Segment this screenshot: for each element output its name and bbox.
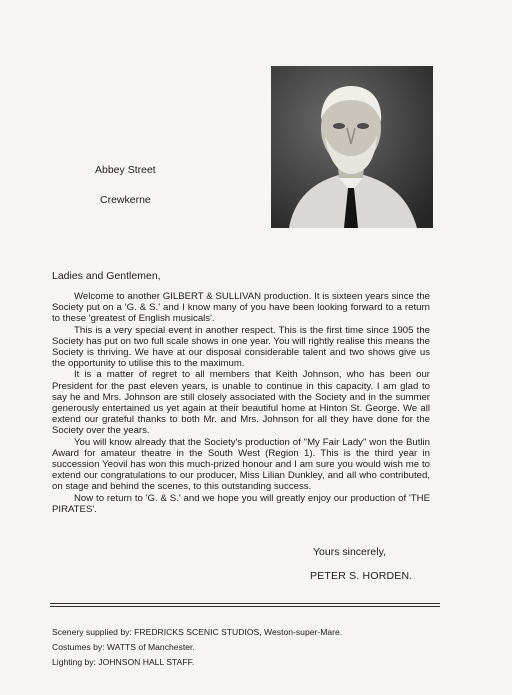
address-line-town: Crewkerne bbox=[100, 194, 151, 206]
address-line-street: Abbey Street bbox=[95, 164, 156, 176]
credit-scenery: Scenery supplied by: FREDRICKS SCENIC STUDIOS, Weston-super-Mare. bbox=[52, 627, 343, 637]
credit-lighting: Lighting by: JOHNSON HALL STAFF. bbox=[52, 657, 195, 667]
letter-signatory: PETER S. HORDEN. bbox=[310, 570, 413, 582]
letter-salutation: Ladies and Gentlemen, bbox=[52, 270, 161, 282]
letter-closing: Yours sincerely, bbox=[313, 546, 386, 558]
letter-paragraph: Welcome to another GILBERT & SULLIVAN production. It is sixteen years since the Society put on a 'G. & S.' and I know many of you have been looking forward to a return to these 'greatest of English musicals'. bbox=[52, 291, 430, 325]
portrait-photo bbox=[271, 66, 433, 228]
credit-costumes: Costumes by: WATTS of Manchester. bbox=[52, 642, 195, 652]
letter-body bbox=[52, 291, 430, 515]
letter-paragraph: Now to return to 'G. & S.' and we hope you will greatly enjoy our production of 'THE PIRATES'. bbox=[52, 492, 430, 515]
letter-paragraph: This is a very special event in another respect. This is the first time since 1905 the Society has put on two full scale shows in one year. You will rightly realise this means the Society is thriving. We have at our disposal considerable talent and two shows give us the opportunity to utilise this to the maximum. bbox=[52, 324, 430, 370]
letter-paragraph: It is a matter of regret to all members that Keith Johnson, who has been our President for the past eleven years, is unable to continue in this capacity. I am glad to say he and Mrs. Johnson are still closely associated with the Society and in the summer generously entertained us yet again at their beautiful home at Hinton St. George. We all extend our grateful thanks to both Mr. and Mrs. Johnson for all they have done for the Society over the years. bbox=[52, 369, 430, 437]
letter-paragraph: You will know already that the Society's production of "My Fair Lady" won the Butlin Award for amateur theatre in the South West (Region 1). This is the third year in succession Yeovil has won this much-prized honour and I am sure you would wish me to extend our congratulations to our producer, Miss Lilian Dunkley, and all who contributed, on stage and behind the scenes, to this outstanding success. bbox=[52, 436, 430, 493]
divider-rule bbox=[50, 603, 440, 604]
divider-rule bbox=[50, 606, 440, 607]
